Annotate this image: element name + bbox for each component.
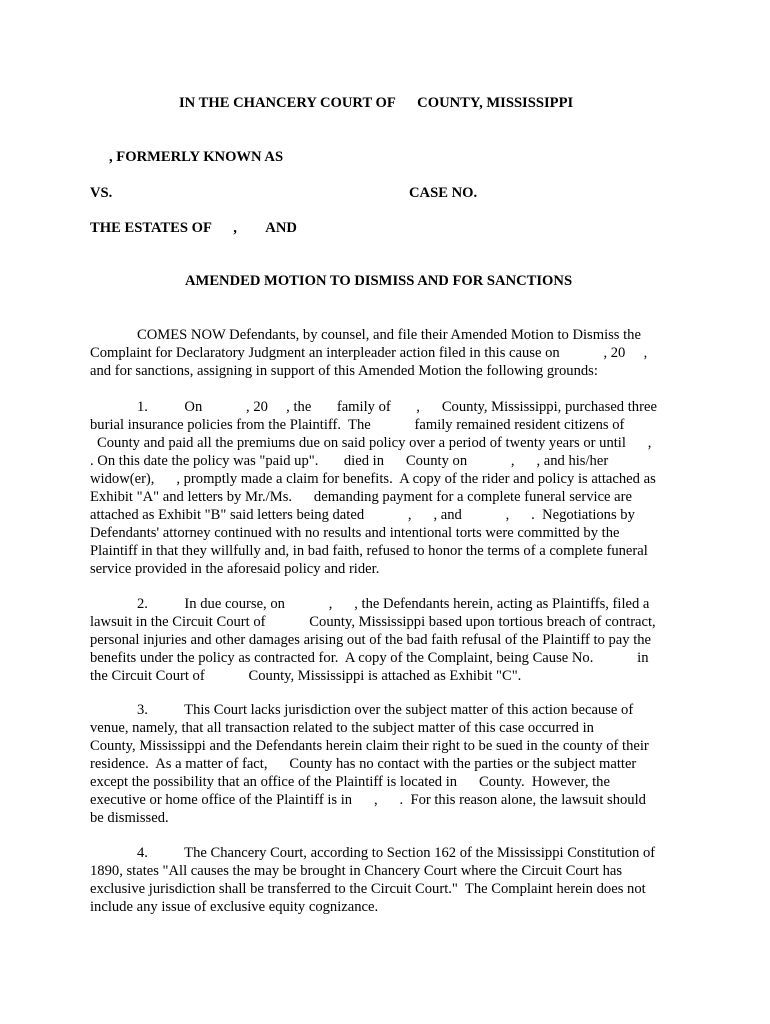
paragraph-1-line: County and paid all the premiums due on said policy over a period of twenty years or until , [97, 435, 652, 451]
paragraph-2-line: the Circuit Court of County, Mississippi is attached as Exhibit "C". [90, 668, 522, 684]
paragraph-1-line: 1. On , 20 , the family of , County, Mississippi, purchased three [137, 399, 657, 415]
paragraph-4-line: exclusive jurisdiction shall be transferred to the Circuit Court." The Complaint herein does not [90, 881, 646, 897]
plaintiff-line: , FORMERLY KNOWN AS [109, 149, 284, 165]
paragraph-2-line: 2. In due course, on , , the Defendants herein, acting as Plaintiffs, filed a [137, 596, 650, 612]
paragraph-3-line: except the possibility that an office of the Plaintiff is located in County. However, the [90, 774, 610, 790]
paragraph-2-line: lawsuit in the Circuit Court of County, Mississippi based upon tortious breach of contract, [90, 614, 656, 630]
paragraph-3-line: be dismissed. [90, 810, 169, 826]
paragraph-3-line: 3. This Court lacks jurisdiction over the subject matter of this action because of [137, 702, 634, 718]
paragraph-3-line: County, Mississippi and the Defendants herein claim their right to be sued in the county of their [90, 738, 649, 754]
paragraph-1-line: Exhibit "A" and letters by Mr./Ms. demanding payment for a complete funeral service are [90, 489, 632, 505]
paragraph-4-line: 4. The Chancery Court, according to Section 162 of the Mississippi Constitution of [137, 845, 656, 861]
paragraph-2-line: personal injuries and other damages arising out of the bad faith refusal of the Plaintiff to pay the [90, 632, 652, 648]
paragraph-4-line: 1890, states "All causes the may be brought in Chancery Court where the Circuit Court has [90, 863, 623, 879]
paragraph-1-line: service provided in the aforesaid policy and rider. [90, 561, 380, 577]
document-title: AMENDED MOTION TO DISMISS AND FOR SANCTIONS [185, 273, 573, 289]
intro-line: and for sanctions, assigning in support of this Amended Motion the following grounds: [90, 363, 598, 379]
paragraph-3-line: residence. As a matter of fact, County has no contact with the parties or the subject matter [90, 756, 637, 772]
case-number-label: CASE NO. [409, 185, 478, 201]
paragraph-1-line: Defendants' attorney continued with no results and intentional torts were committed by the [90, 525, 620, 541]
paragraph-1-line: attached as Exhibit "B" said letters being dated , , and , . Negotiations by [90, 507, 635, 523]
court-title: IN THE CHANCERY COURT OF COUNTY, MISSISSIPPI [179, 95, 574, 111]
paragraph-1-line: . On this date the policy was "paid up". died in County on , , and his/her [90, 453, 609, 469]
paragraph-2-line: benefits under the policy as contracted for. A copy of the Complaint, being Cause No. in [90, 650, 649, 666]
paragraph-3-line: executive or home office of the Plaintiff is in , . For this reason alone, the lawsuit should [90, 792, 646, 808]
paragraph-4-line: include any issue of exclusive equity cognizance. [90, 899, 379, 915]
vs-label: VS. [90, 185, 113, 201]
paragraph-1-line: Plaintiff in that they willfully and, in bad faith, refused to honor the terms of a complete funeral [90, 543, 648, 559]
paragraph-3-line: venue, namely, that all transaction related to the subject matter of this case occurred in [90, 720, 594, 736]
paragraph-1-line: burial insurance policies from the Plaintiff. The family remained resident citizens of [90, 417, 625, 433]
defendants-line: THE ESTATES OF , AND [90, 220, 297, 236]
intro-line: Complaint for Declaratory Judgment an interpleader action filed in this cause on , 20 , [90, 345, 648, 361]
paragraph-1-line: widow(er), , promptly made a claim for benefits. A copy of the rider and policy is attached as [90, 471, 656, 487]
intro-line: COMES NOW Defendants, by counsel, and file their Amended Motion to Dismiss the [137, 327, 641, 343]
